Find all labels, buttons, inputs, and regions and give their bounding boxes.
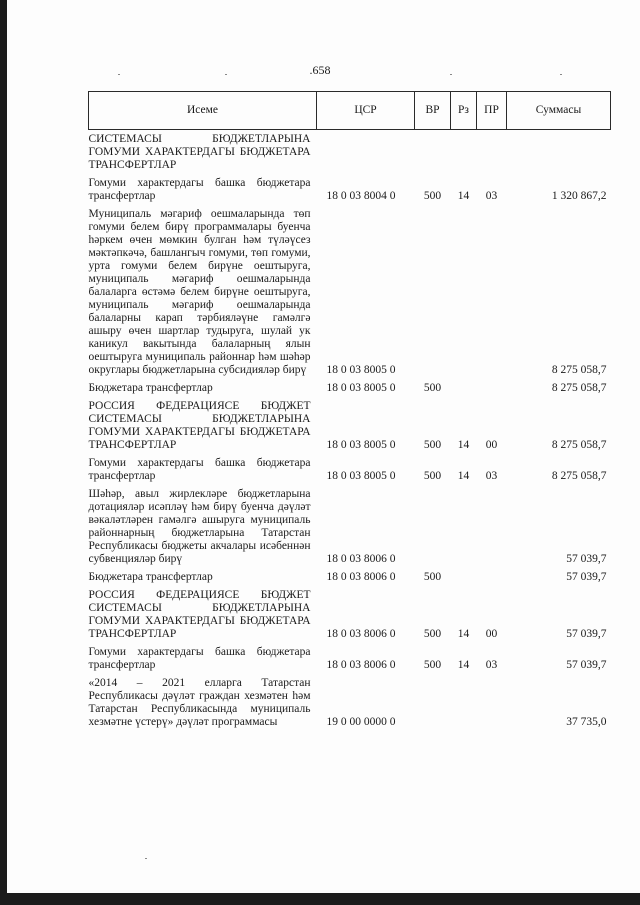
cell-vr: 500 <box>423 659 442 671</box>
scan-speck <box>145 858 147 859</box>
table-row <box>89 397 611 454</box>
cell-name: Гомуми характердагы башка бюджетара трансфертлар <box>88 457 311 482</box>
cell-pr: 03 <box>485 659 498 671</box>
cell-vr: 500 <box>423 628 442 640</box>
cell-vr: 500 <box>423 439 442 451</box>
table-row <box>89 586 611 643</box>
table-row <box>89 568 611 586</box>
cell-csr: 18 0 03 8006 0 <box>326 571 396 583</box>
cell-rz <box>451 568 477 586</box>
cell-sum: 8 275 058,7 <box>551 439 607 451</box>
header-csr: ЦСР <box>317 92 415 130</box>
cell-rz: 14 <box>457 628 470 640</box>
cell-vr <box>415 205 451 379</box>
cell-vr: 500 <box>423 382 442 394</box>
cell-rz <box>451 130 477 175</box>
cell-csr: 18 0 03 8006 0 <box>326 628 396 640</box>
cell-sum: 57 039,7 <box>566 628 607 640</box>
cell-name: Шәһәр, авыл жирлекләре бюджетларына дотацияләр исәпләү һәм бирү буенча дәүләт вәкаләтләрен гамәлгә ашыруга муниципаль районнарның бюджетларына Татарстан Республикасы бюджеты акчалары исәбеннән субвенцияләр бирү <box>88 488 311 565</box>
cell-csr: 18 0 03 8004 0 <box>326 190 396 202</box>
cell-rz <box>451 379 477 397</box>
cell-pr <box>477 485 507 568</box>
table-row <box>89 379 611 397</box>
cell-vr: 500 <box>423 470 442 482</box>
table-row <box>89 485 611 568</box>
cell-pr <box>477 205 507 379</box>
cell-name: «2014 – 2021 елларга Татарстан Республикасы дәүләт граждан хезмәтен һәм Татарстан Республикасында муниципаль хезмәтне үстерү» дәүләт программасы <box>88 677 311 728</box>
scan-edge-bottom <box>0 893 640 905</box>
cell-name: РОССИЯ ФЕДЕРАЦИЯСЕ БЮДЖЕТ СИСТЕМАСЫ БЮДЖЕТЛАРЫНА ГОМУМИ ХАРАКТЕРДАГЫ БЮДЖЕТАРА ТРАНСФЕРТЛАР <box>88 400 311 451</box>
cell-csr: 18 0 03 8005 0 <box>326 364 396 376</box>
cell-pr <box>477 130 507 175</box>
cell-csr: 18 0 03 8005 0 <box>326 382 396 394</box>
cell-rz: 14 <box>457 190 470 202</box>
cell-vr: 500 <box>423 571 442 583</box>
cell-csr: 18 0 03 8005 0 <box>326 470 396 482</box>
cell-csr: 18 0 03 8006 0 <box>326 553 396 565</box>
cell-sum: 1 320 867,2 <box>551 190 607 202</box>
cell-rz: 14 <box>457 439 470 451</box>
table-row <box>89 174 611 205</box>
table-row <box>89 454 611 485</box>
cell-sum: 57 039,7 <box>566 553 607 565</box>
table-row <box>89 643 611 674</box>
cell-csr: 19 0 00 0000 0 <box>326 716 396 728</box>
cell-vr <box>415 130 451 175</box>
header-name: Исеме <box>89 92 317 130</box>
table-row <box>89 674 611 731</box>
cell-csr: 18 0 03 8006 0 <box>326 659 396 671</box>
cell-rz <box>451 674 477 731</box>
cell-sum: 57 039,7 <box>566 659 607 671</box>
cell-vr <box>415 485 451 568</box>
cell-pr: 03 <box>485 470 498 482</box>
table-header-row <box>89 92 611 130</box>
cell-sum: 57 039,7 <box>566 571 607 583</box>
cell-vr <box>415 674 451 731</box>
cell-rz <box>451 205 477 379</box>
cell-name: Муниципаль мәгариф оешмаларында төп гомуми белем бирү программалары буенча һәркем өчен мөмкин булган һәм түләүсез мәктәпкәчә, башлангыч гомуми, төп гомуми, урта гомуми белем бирүне оештыруга, муниципаль мәгариф оешмаларында балаларга өстәмә белем бирүне оештыруга, муниципаль мәгариф оешмаларында балаларны карап тәрбияләүне гамәлгә ашыру өчен шартлар тудыруга, шулай ук каникул вакытында балаларның ялын оештыруга муниципаль районнар һәм шәһәр округлары бюджетларына субсидияләр бирү <box>88 208 311 376</box>
cell-csr <box>317 130 415 175</box>
cell-rz: 14 <box>457 659 470 671</box>
cell-vr: 500 <box>423 190 442 202</box>
cell-name: Гомуми характердагы башка бюджетара трансфертлар <box>88 177 311 202</box>
cell-sum: 8 275 058,7 <box>551 382 607 394</box>
cell-sum <box>507 130 611 175</box>
page-number: .658 <box>309 63 331 77</box>
cell-pr <box>477 379 507 397</box>
budget-table <box>88 91 611 731</box>
cell-name: Бюджетара трансфертлар <box>88 382 213 394</box>
cell-rz: 14 <box>457 470 470 482</box>
cell-sum: 37 735,0 <box>566 716 607 728</box>
header-rz: Рз <box>451 92 477 130</box>
cell-pr <box>477 568 507 586</box>
cell-csr: 18 0 03 8005 0 <box>326 439 396 451</box>
cell-name: РОССИЯ ФЕДЕРАЦИЯСЕ БЮДЖЕТ СИСТЕМАСЫ БЮДЖЕТЛАРЫНА ГОМУМИ ХАРАКТЕРДАГЫ БЮДЖЕТАРА ТРАНСФЕРТЛАР <box>88 589 311 640</box>
table-row <box>89 205 611 379</box>
header-pr: ПР <box>477 92 507 130</box>
cell-name: Бюджетара трансфертлар <box>88 571 213 583</box>
cell-rz <box>451 485 477 568</box>
cell-name: СИСТЕМАСЫ БЮДЖЕТЛАРЫНА ГОМУМИ ХАРАКТЕРДАГЫ БЮДЖЕТАРА ТРАНСФЕРТЛАР <box>88 133 311 171</box>
cell-name: Гомуми характердагы башка бюджетара трансфертлар <box>88 646 311 671</box>
cell-pr: 03 <box>485 190 498 202</box>
cell-sum: 8 275 058,7 <box>551 470 607 482</box>
scan-edge-left <box>0 0 7 905</box>
cell-pr <box>477 674 507 731</box>
header-vr: ВР <box>415 92 451 130</box>
cell-sum: 8 275 058,7 <box>551 364 607 376</box>
table-row <box>89 130 611 175</box>
cell-pr: 00 <box>485 439 498 451</box>
cell-pr: 00 <box>485 628 498 640</box>
header-sum: Суммасы <box>507 92 611 130</box>
